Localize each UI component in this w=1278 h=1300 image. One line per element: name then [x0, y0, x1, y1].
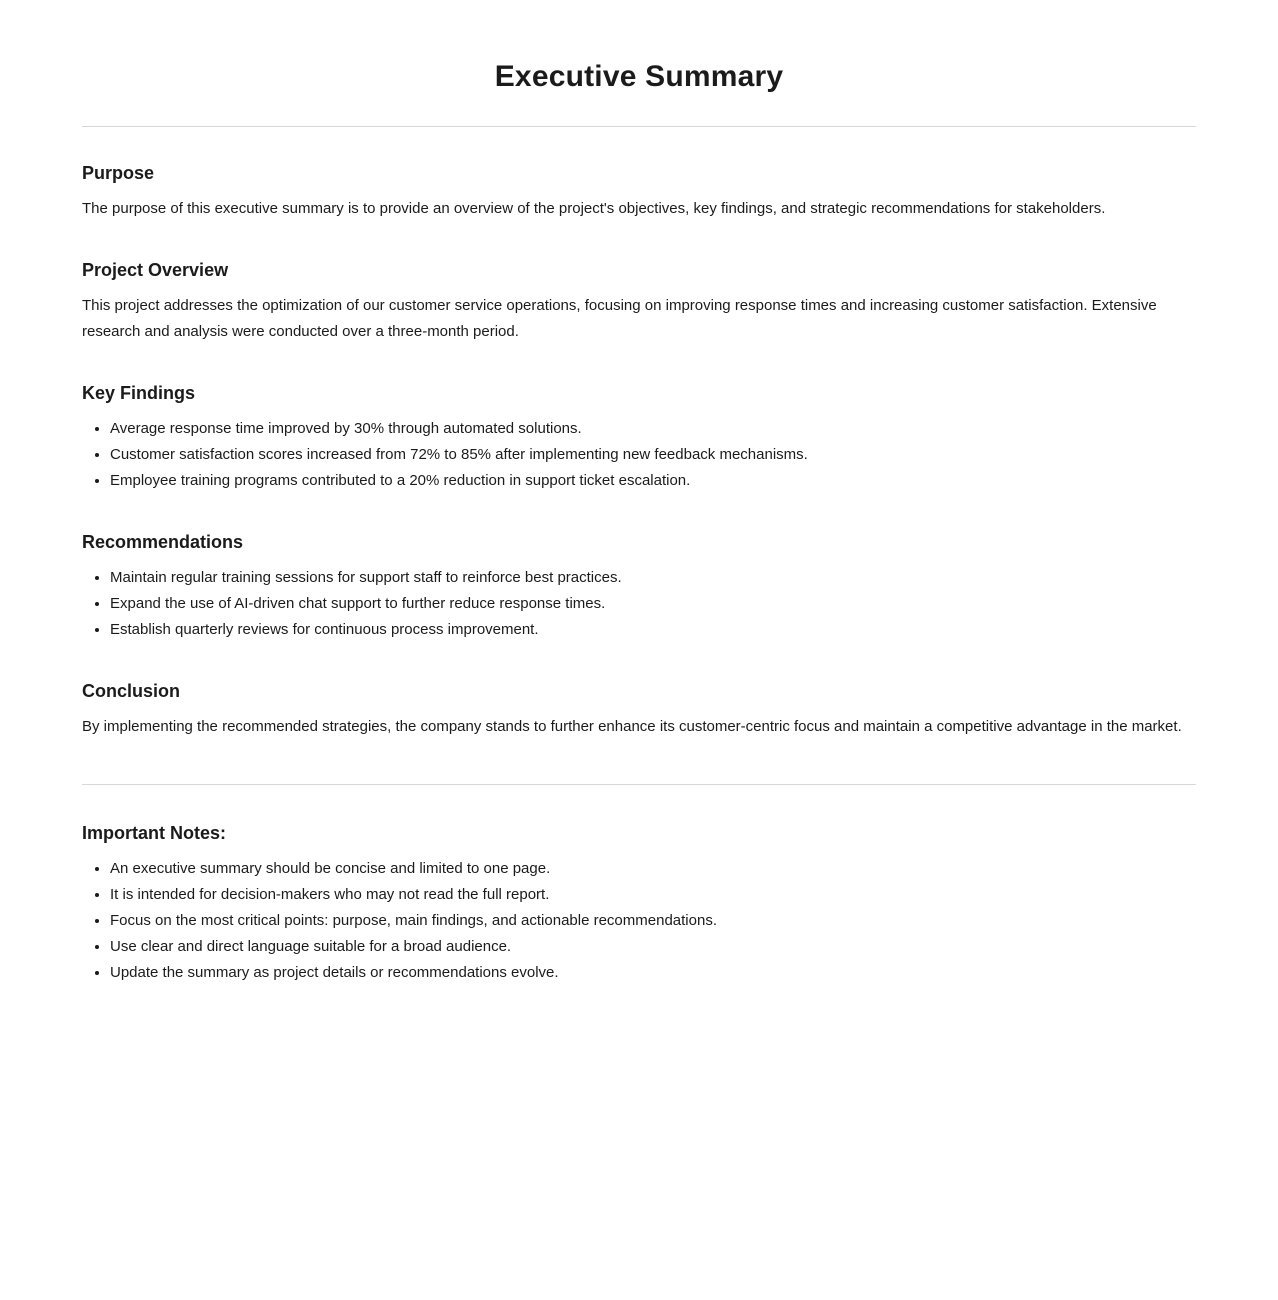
important-notes-list: [82, 856, 1196, 986]
purpose-heading: Purpose: [82, 163, 155, 183]
document-content: [0, 126, 1278, 986]
list-item: • Expand the use of AI-driven chat support to further reduce response times.: [110, 591, 1196, 617]
recommendations-list: [82, 565, 1196, 643]
list-item: • An executive summary should be concise and limited to one page.: [110, 856, 1196, 882]
list-item: • Use clear and direct language suitable for a broad audience.: [110, 934, 1196, 960]
conclusion-heading: Conclusion: [82, 681, 180, 701]
list-item: • Maintain regular training sessions for support staff to reinforce best practices.: [110, 565, 1196, 591]
purpose-body: The purpose of this executive summary is to provide an overview of the project's objectives, key findings, and strategic recommendations for stakeholders.: [82, 200, 1106, 217]
project-overview-body: This project addresses the optimization of our customer service operations, focusing on improving response times and increasing customer satisfaction. Extensive research and analysis were conducted over a three-month period.: [82, 297, 1157, 340]
conclusion-body: By implementing the recommended strategies, the company stands to further enhance its customer-centric focus and maintain a competitive advantage in the market.: [82, 718, 1182, 735]
list-item: • It is intended for decision-makers who may not read the full report.: [110, 882, 1196, 908]
key-findings-list: [82, 416, 1196, 494]
list-item: • Establish quarterly reviews for continuous process improvement.: [110, 617, 1196, 643]
important-notes-heading: Important Notes:: [82, 823, 226, 843]
notes-divider: [82, 784, 1196, 785]
project-overview-heading: Project Overview: [82, 260, 229, 280]
list-item: • Customer satisfaction scores increased from 72% to 85% after implementing new feedback mechanisms.: [110, 442, 1196, 468]
key-findings-heading: Key Findings: [82, 383, 196, 403]
recommendations-heading: Recommendations: [82, 532, 244, 552]
list-item: • Average response time improved by 30% through automated solutions.: [110, 416, 1196, 442]
page-title: Executive Summary: [494, 60, 784, 93]
list-item: • Employee training programs contributed to a 20% reduction in support ticket escalation.: [110, 468, 1196, 494]
list-item: • Focus on the most critical points: purpose, main findings, and actionable recommendations.: [110, 908, 1196, 934]
top-divider: [82, 126, 1196, 127]
list-item: • Update the summary as project details or recommendations evolve.: [110, 960, 1196, 986]
